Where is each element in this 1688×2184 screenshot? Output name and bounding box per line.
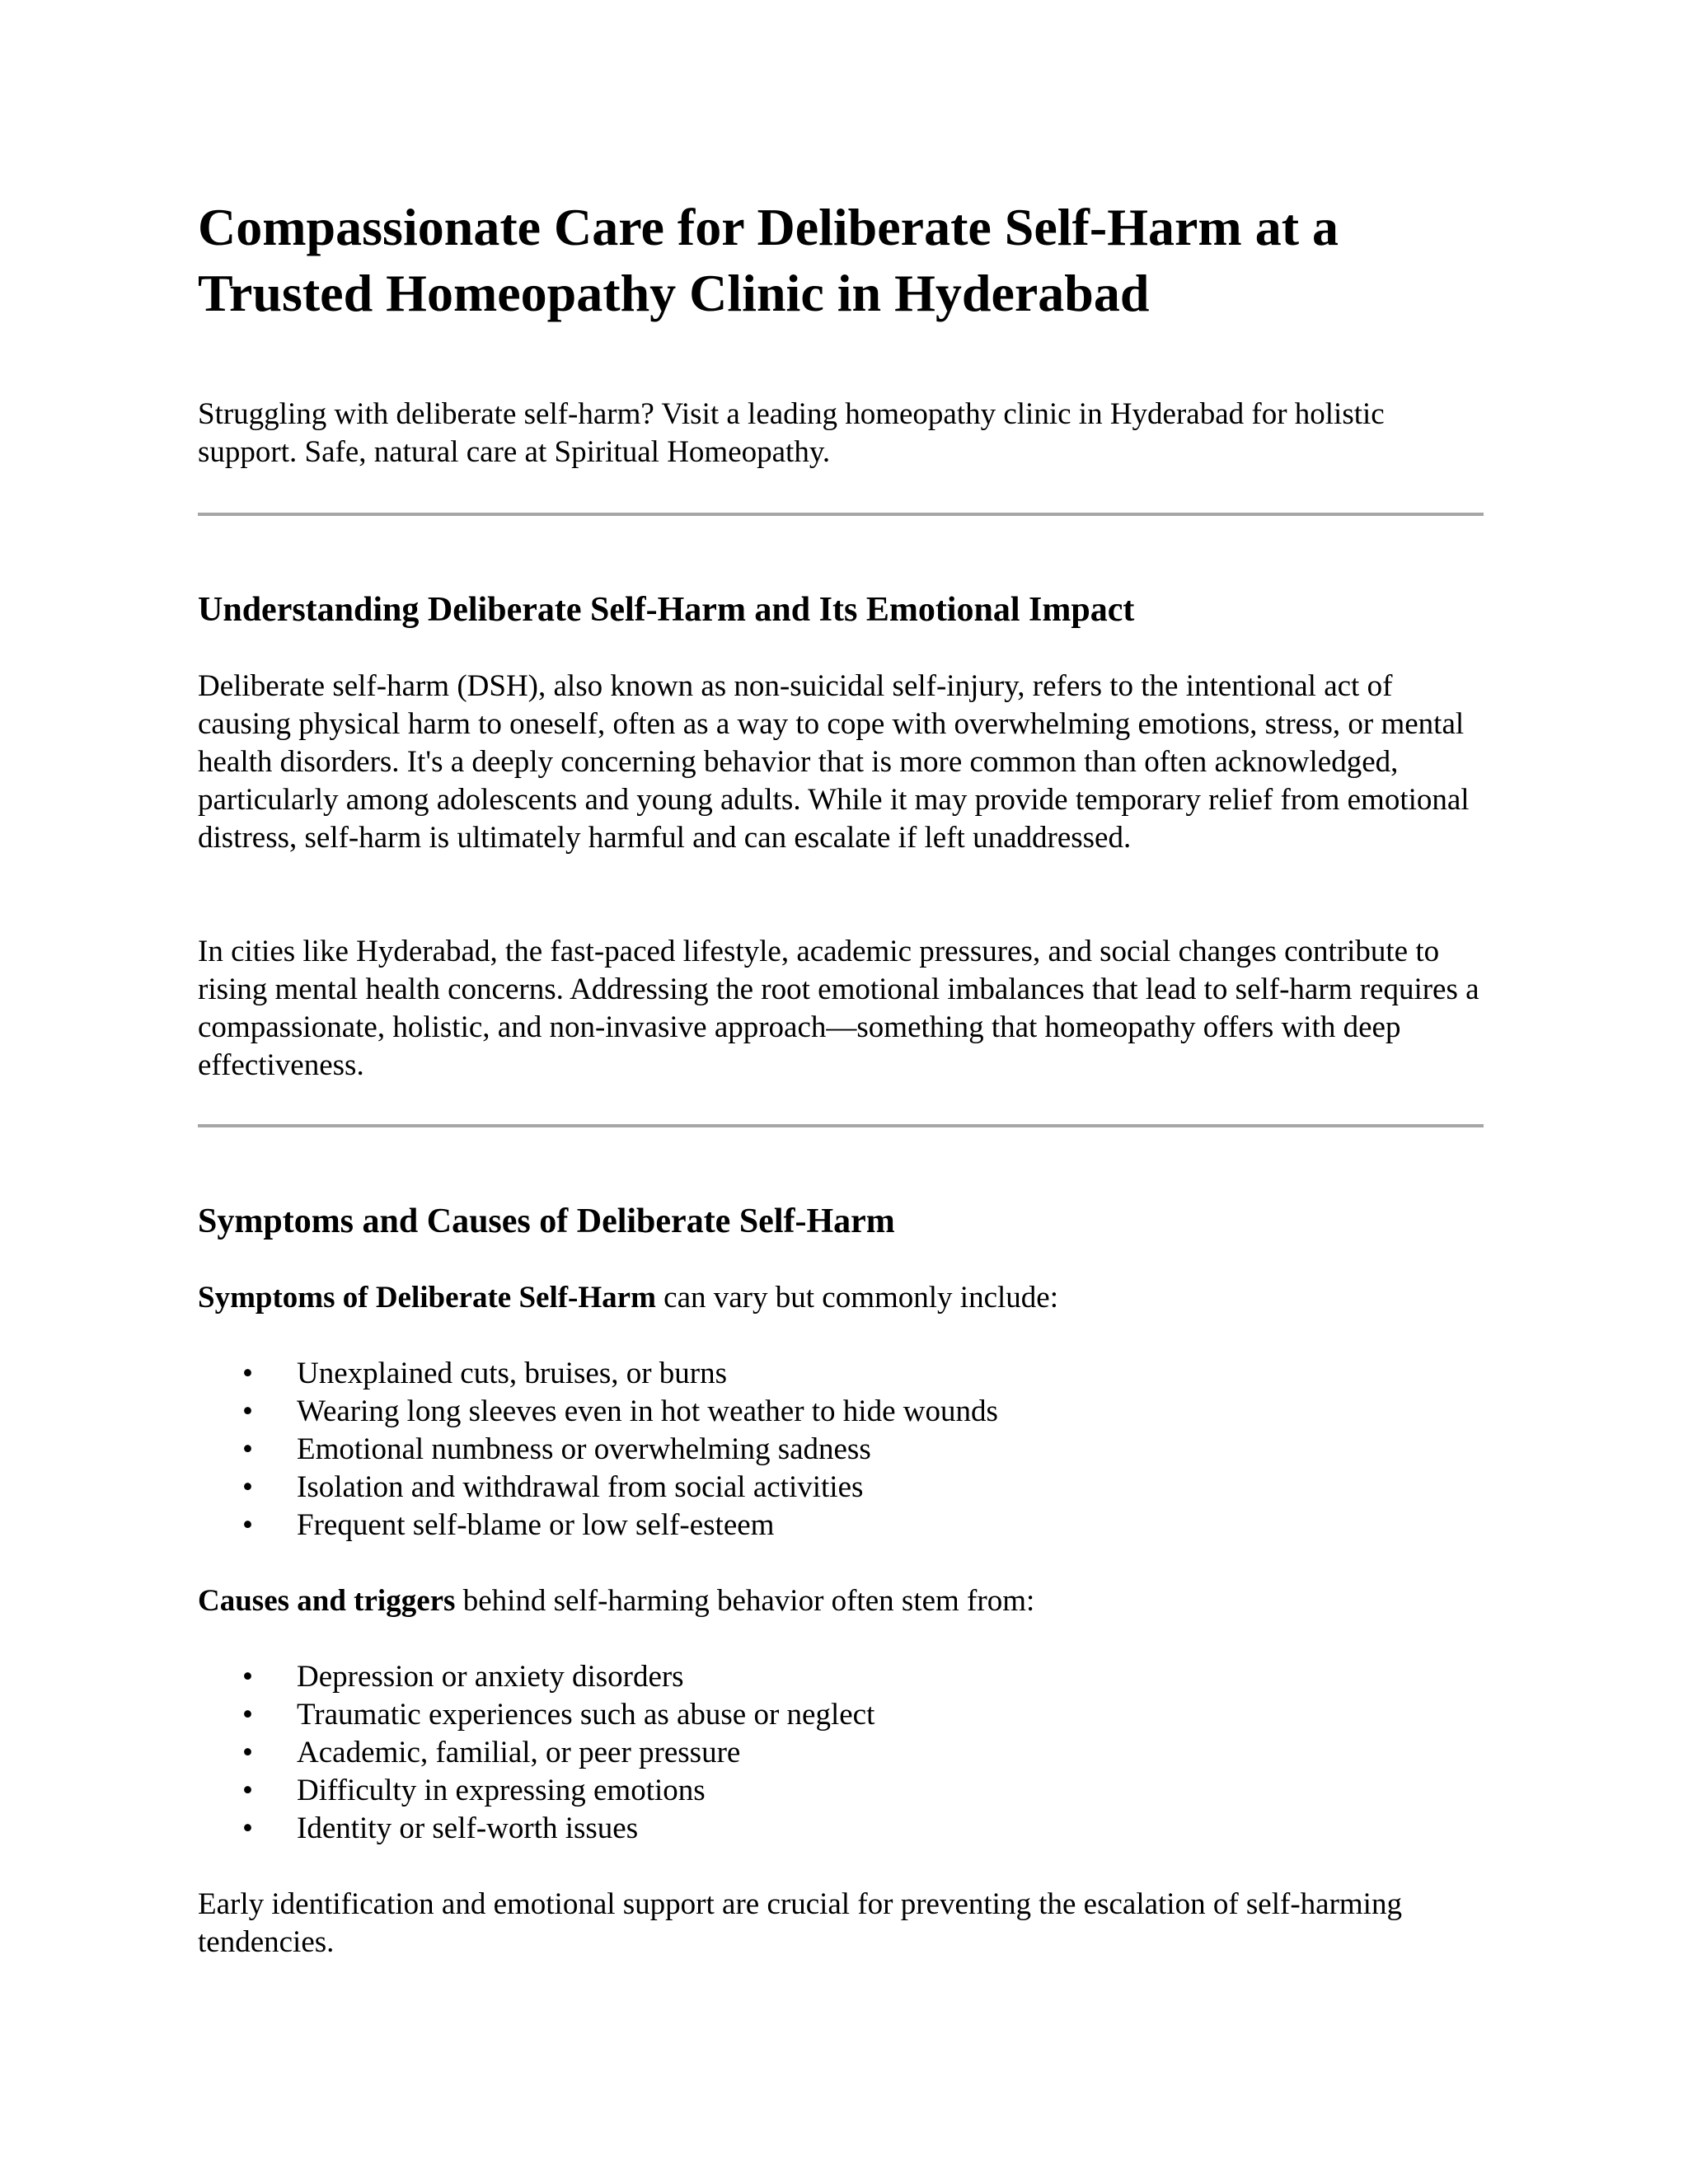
- page-title: Compassionate Care for Deliberate Self-Harm at a Trusted Homeopathy Clinic in Hyderabad: [198, 198, 1339, 322]
- causes-lead: [198, 1582, 1484, 1620]
- list-item: • Isolation and withdrawal from social activities: [198, 1469, 1484, 1507]
- understanding-paragraph-2: In cities like Hyderabad, the fast-paced lifestyle, academic pressures, and social changes contribute to rising mental health concerns. Addressing the root emotional imbalances that lead to self-harm requires a compassionate, holistic, and non-invasive approach—something that homeopathy offers with deep effectiveness.: [198, 935, 1479, 1082]
- causes-lead-rest: behind self-harming behavior often stem from:: [455, 1584, 1035, 1618]
- understanding-paragraph-1: Deliberate self-harm (DSH), also known as non-suicidal self-injury, refers to the intentional act of causing physical harm to oneself, often as a way to cope with overwhelming emotions, stress, or mental health disorders. It's a deeply concerning behavior that is more common than often acknowledged, particularly among adolescents and young adults. While it may provide temporary relief from emotional distress, self-harm is ultimately harmful and can escalate if left unaddressed.: [198, 669, 1470, 855]
- list-item: • Unexplained cuts, bruises, or burns: [198, 1355, 1484, 1393]
- causes-list: [198, 1658, 1484, 1848]
- list-item: • Academic, familial, or peer pressure: [198, 1734, 1484, 1772]
- intro-paragraph: Struggling with deliberate self-harm? Visit a leading homeopathy clinic in Hyderabad for holistic support. Safe, natural care at Spiritual Homeopathy.: [198, 397, 1385, 469]
- divider: [198, 1124, 1484, 1127]
- list-item: • Traumatic experiences such as abuse or neglect: [198, 1696, 1484, 1734]
- section-heading-understanding: Understanding Deliberate Self-Harm and Its Emotional Impact: [198, 591, 1135, 629]
- list-item: • Difficulty in expressing emotions: [198, 1772, 1484, 1810]
- closing-paragraph: Early identification and emotional support are crucial for preventing the escalation of self-harming tendencies.: [198, 1887, 1402, 1959]
- list-item: • Depression or anxiety disorders: [198, 1658, 1484, 1696]
- list-item: • Emotional numbness or overwhelming sadness: [198, 1431, 1484, 1469]
- symptoms-lead: [198, 1279, 1484, 1317]
- causes-lead-bold: Causes and triggers: [198, 1584, 456, 1618]
- divider: [198, 513, 1484, 516]
- list-item: • Identity or self-worth issues: [198, 1810, 1484, 1848]
- list-item: • Wearing long sleeves even in hot weather to hide wounds: [198, 1393, 1484, 1431]
- section-heading-symptoms-causes: Symptoms and Causes of Deliberate Self-Harm: [198, 1202, 895, 1240]
- symptoms-lead-rest: can vary but commonly include:: [655, 1281, 1058, 1315]
- list-item: • Frequent self-blame or low self-esteem: [198, 1507, 1484, 1544]
- symptoms-list: [198, 1355, 1484, 1544]
- symptoms-lead-bold: Symptoms of Deliberate Self-Harm: [198, 1281, 656, 1315]
